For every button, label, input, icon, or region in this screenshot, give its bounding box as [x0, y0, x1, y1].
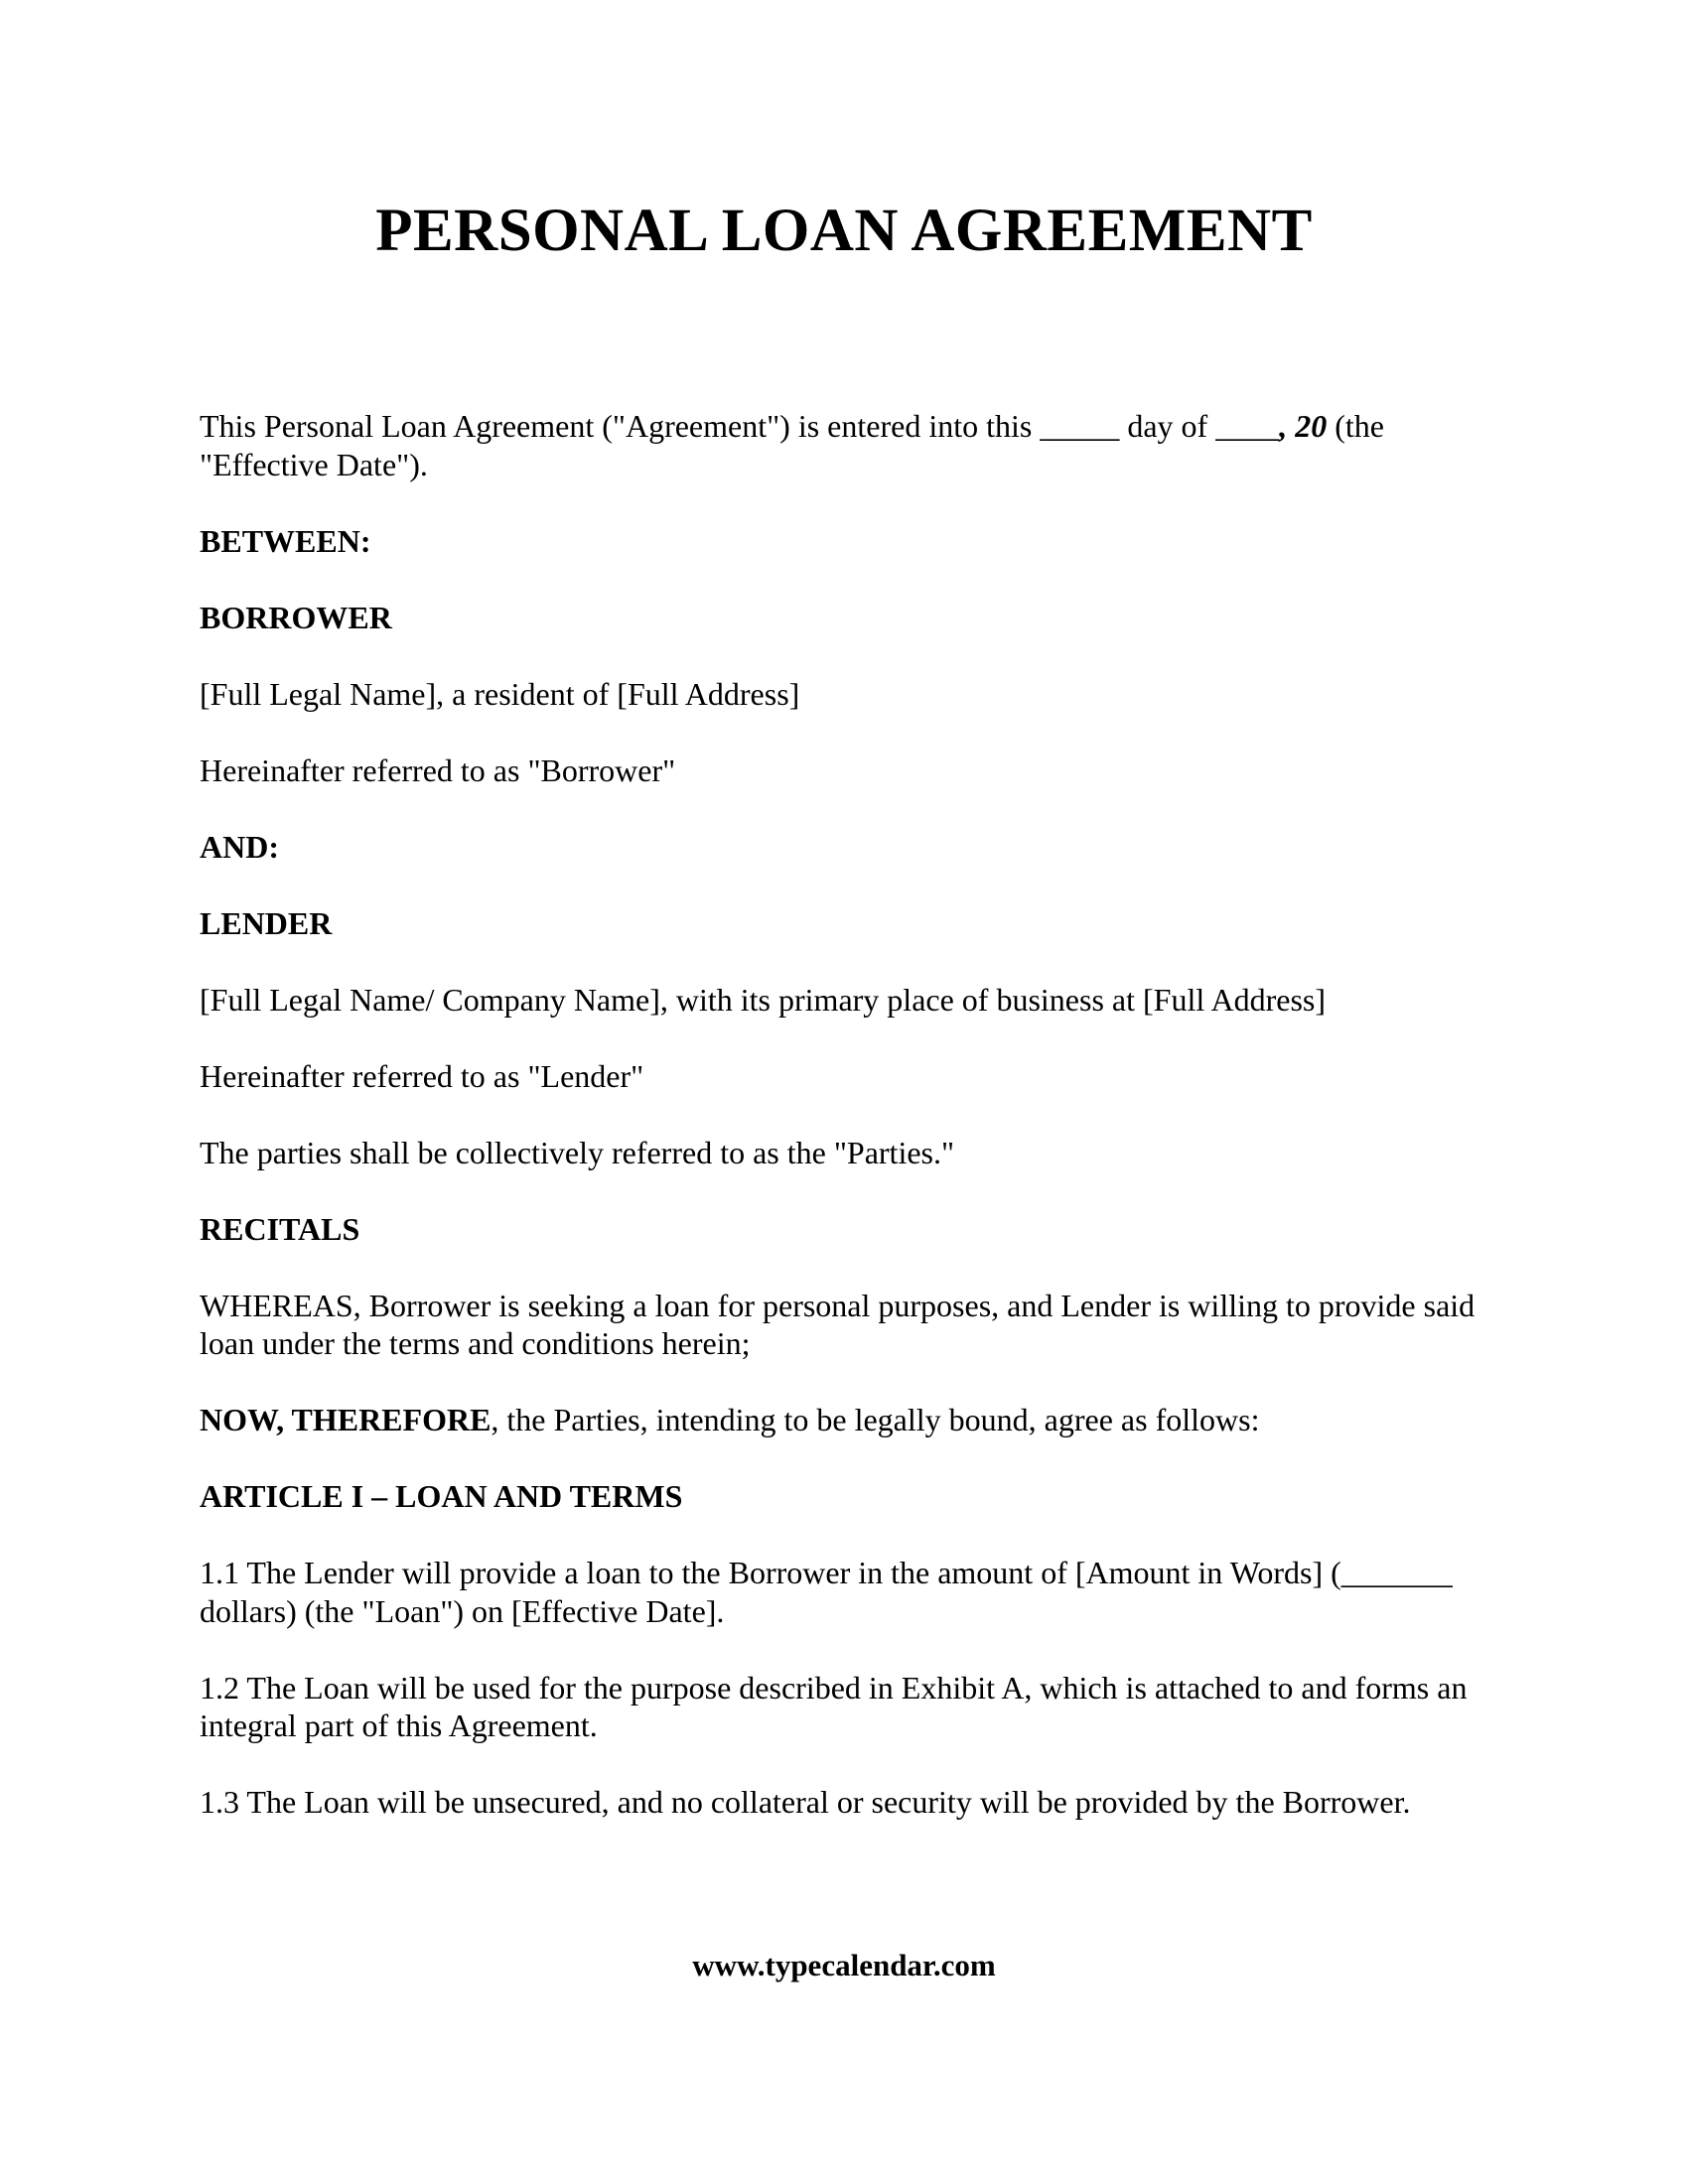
lender-details: [Full Legal Name/ Company Name], with its primary place of business at [Full Address]: [200, 981, 1326, 1018]
borrower-reference: Hereinafter referred to as "Borrower": [200, 751, 676, 788]
clause-1-3: 1.3 The Loan will be unsecured, and no collateral or security will be provided by the Borrower.: [200, 1784, 1411, 1820]
now-therefore-paragraph: [200, 1401, 1490, 1439]
borrower-heading: BORROWER: [200, 599, 392, 635]
between-heading: BETWEEN:: [200, 522, 371, 559]
intro-text-before: This Personal Loan Agreement ("Agreement") is entered into this _____ day of ____: [200, 408, 1280, 444]
clause-1-1: 1.1 The Lender will provide a loan to the Borrower in the amount of [Amount in Words] (_______ dollars) (the "Loan") on [Effective Date].: [200, 1555, 1453, 1629]
footer-website: www.typecalendar.com: [692, 1948, 996, 1982]
article-heading: ARTICLE I – LOAN AND TERMS: [200, 1478, 683, 1514]
intro-year-emphasis: , 20: [1279, 408, 1328, 444]
lender-heading: LENDER: [200, 904, 333, 941]
parties-paragraph: The parties shall be collectively referred to as the "Parties.": [200, 1134, 955, 1170]
and-heading: AND:: [200, 828, 279, 865]
borrower-details: [Full Legal Name], a resident of [Full Address]: [200, 675, 800, 712]
document-title: PERSONAL LOAN AGREEMENT: [375, 198, 1313, 264]
recitals-heading: RECITALS: [200, 1210, 360, 1247]
document-body: [200, 407, 1490, 1859]
now-therefore-bold: NOW, THEREFORE: [200, 1402, 492, 1437]
lender-reference: Hereinafter referred to as "Lender": [200, 1057, 644, 1094]
intro-paragraph: [200, 407, 1490, 483]
now-therefore-rest: , the Parties, intending to be legally bound, agree as follows:: [491, 1402, 1260, 1437]
clause-1-2: 1.2 The Loan will be used for the purpose described in Exhibit A, which is attached to and forms an integral part of this Agreement.: [200, 1669, 1468, 1743]
whereas-paragraph: WHEREAS, Borrower is seeking a loan for personal purposes, and Lender is willing to provide said loan under the terms and conditions herein;: [200, 1287, 1476, 1361]
intro-text-after: (the "Effective Date").: [200, 408, 1384, 482]
